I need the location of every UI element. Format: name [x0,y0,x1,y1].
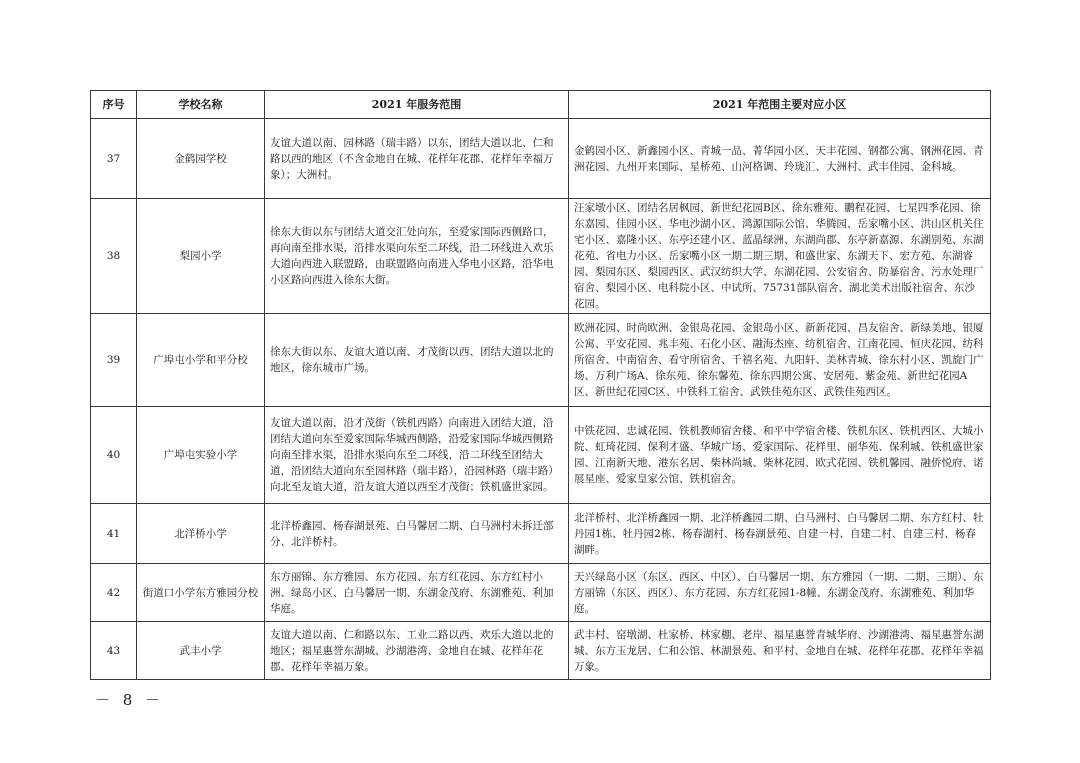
document-page [90,90,990,680]
row-communities: 欧洲花园、时尚欧洲、金银岛花园、金银岛小区、新新花园、昌友宿舍、新绿美地、银厦公寓、平安花园、兆丰苑、石化小区、融海杰座、纺机宿舍、江南花园、恒庆花园、纺科所宿舍、中南宿舍、看守所宿舍、千禧名苑、九阳轩、美林青城、徐东村小区、凯旋门广场、万利广场A、徐东苑、徐东馨苑、徐东四期公寓、安居苑、紫金苑、新世纪花园A区、新世纪花园C区、中铁科工宿舍、武铁佳苑东区、武铁佳苑西区。 [569,314,991,407]
row-service-scope: 徐东大街以东与团结大道交汇处向东，至爱家国际西侧路口，再向南至排水渠，沿排水渠向东至二环线，沿二环线进入欢乐大道向西进入联盟路，由联盟路向南进入华电小区路，沿华电小区路向西进入徐东大街。 [265,199,569,314]
row-service-scope: 友谊大道以南，沿才茂街（铁机西路）向南进入团结大道，沿团结大道向东至爱家国际华城西侧路，沿爱家国际华城西侧路向南至排水渠，沿排水渠向东至二环线，沿二环线至团结大道，沿团结大道向东至园林路（瑞丰路），沿园林路（瑞丰路）向北至友谊大道，沿友谊大道以西至才茂街；铁机盛世家园。 [265,407,569,504]
row-index: 37 [91,119,137,199]
row-index: 39 [91,314,137,407]
row-service-scope: 北洋桥鑫园、杨春湖景苑、白马馨居二期、白马洲村未拆迁部分、北洋桥村。 [265,504,569,564]
row-service-scope: 东方丽锦、东方雅园、东方花园、东方红花园、东方红村小洲、绿岛小区、白马馨居一期、东湖金茂府、东湖雅苑、利加华庭。 [265,564,569,622]
row-index: 38 [91,199,137,314]
row-school-name: 广埠屯小学和平分校 [137,314,265,407]
row-school-name: 街道口小学东方雅园分校 [137,564,265,622]
row-school-name: 北洋桥小学 [137,504,265,564]
header-service-scope: 2021 年服务范围 [265,91,569,119]
row-school-name: 武丰小学 [137,622,265,680]
row-communities: 北洋桥村、北洋桥鑫园一期、北洋桥鑫园二期、白马洲村、白马馨居二期、东方红村、牡丹园1栋、牡丹园2栋、杨春湖村、杨春湖景苑、自建一村、自建二村、自建三村、杨春湖畔。 [569,504,991,564]
row-index: 43 [91,622,137,680]
row-school-name: 梨园小学 [137,199,265,314]
table-row [91,622,991,680]
table-row [91,119,991,199]
row-index: 42 [91,564,137,622]
row-service-scope: 友谊大道以南、园林路（瑞丰路）以东，团结大道以北、仁和路以西的地区（不含金地自在城、花样年花郡、花样年幸福万象）；大洲村。 [265,119,569,199]
row-service-scope: 徐东大街以东、友谊大道以南、才茂街以西、团结大道以北的地区，徐东城市广场。 [265,314,569,407]
header-school-name: 学校名称 [137,91,265,119]
row-index: 41 [91,504,137,564]
row-communities: 金鹤园小区、新鑫园小区、青城一品、菁华园小区、天丰花园、钢都公寓、钢洲花园、青洲花园、九州开来国际、星桥苑、山河格调、玲珑汇、大洲村、武丰佳园、金科城。 [569,119,991,199]
row-communities: 汪家墩小区、团结名居枫园、新世纪花园B区、徐东雅苑、鹏程花园、七星四季花园、徐东嘉园、佳园小区、华电沙湖小区、鸿源国际公馆、华腾园、岳家嘴小区、洪山区机关住宅小区、嘉隆小区、东亭还建小区、蓝晶绿洲、东湖尚郡、东亭新嘉源、东湖别苑、东湖花苑、省电力小区、岳家嘴小区一期二期三期、和盛世家、东湖天下、宏方苑、东湖睿园、梨园东区、梨园西区、武汉纺织大学、东湖花园、公安宿舍、防暴宿舍、污水处理厂宿舍、梨园小区、电科院小区、中试所、75731部队宿舍、湖北美术出版社宿舍、东沙花园。 [569,199,991,314]
table-row [91,199,991,314]
row-school-name: 广埠屯实验小学 [137,407,265,504]
header-index: 序号 [91,91,137,119]
table-row [91,564,991,622]
row-school-name: 金鹤园学校 [137,119,265,199]
header-communities: 2021 年范围主要对应小区 [569,91,991,119]
page-number: － 8 － [95,691,165,709]
row-communities: 天兴绿岛小区（东区、西区、中区）、白马馨居一期、东方雅园（一期、二期、三期）、东方丽锦（东区、西区）、东方花园、东方红花园1-8幢、东湖金茂府、东湖雅苑、利加华庭。 [569,564,991,622]
row-communities: 武丰村、窑墩湖、杜家桥、林家棚、老岸、福星惠誉青城华府、沙湖港湾、福星惠誉东湖城、东方玉龙居、仁和公馆、林湖景苑、和平村、金地自在城、花样年花郡、花样年幸福万象。 [569,622,991,680]
table-row [91,504,991,564]
school-zoning-table [90,90,991,680]
table-row [91,407,991,504]
table-header-row [91,91,991,119]
row-index: 40 [91,407,137,504]
table-row [91,314,991,407]
row-service-scope: 友谊大道以南、仁和路以东、工业二路以西、欢乐大道以北的地区；福星惠誉东湖城、沙湖港湾、金地自在城、花样年花郡、花样年幸福万象。 [265,622,569,680]
row-communities: 中铁花园、忠诚花园、铁机教师宿舍楼、和平中学宿舍楼、铁机东区、铁机西区、大城小院、虹琦花园、保利才盛、华城广场、爱家国际、花样里、丽华苑、保利城、铁机盛世家园、江南新天地、港东名居、柴林尚城、柴林花园、欧式花园、铁机馨园、融侨悦府、诺展星座、爱家皇家公馆、铁机宿舍。 [569,407,991,504]
